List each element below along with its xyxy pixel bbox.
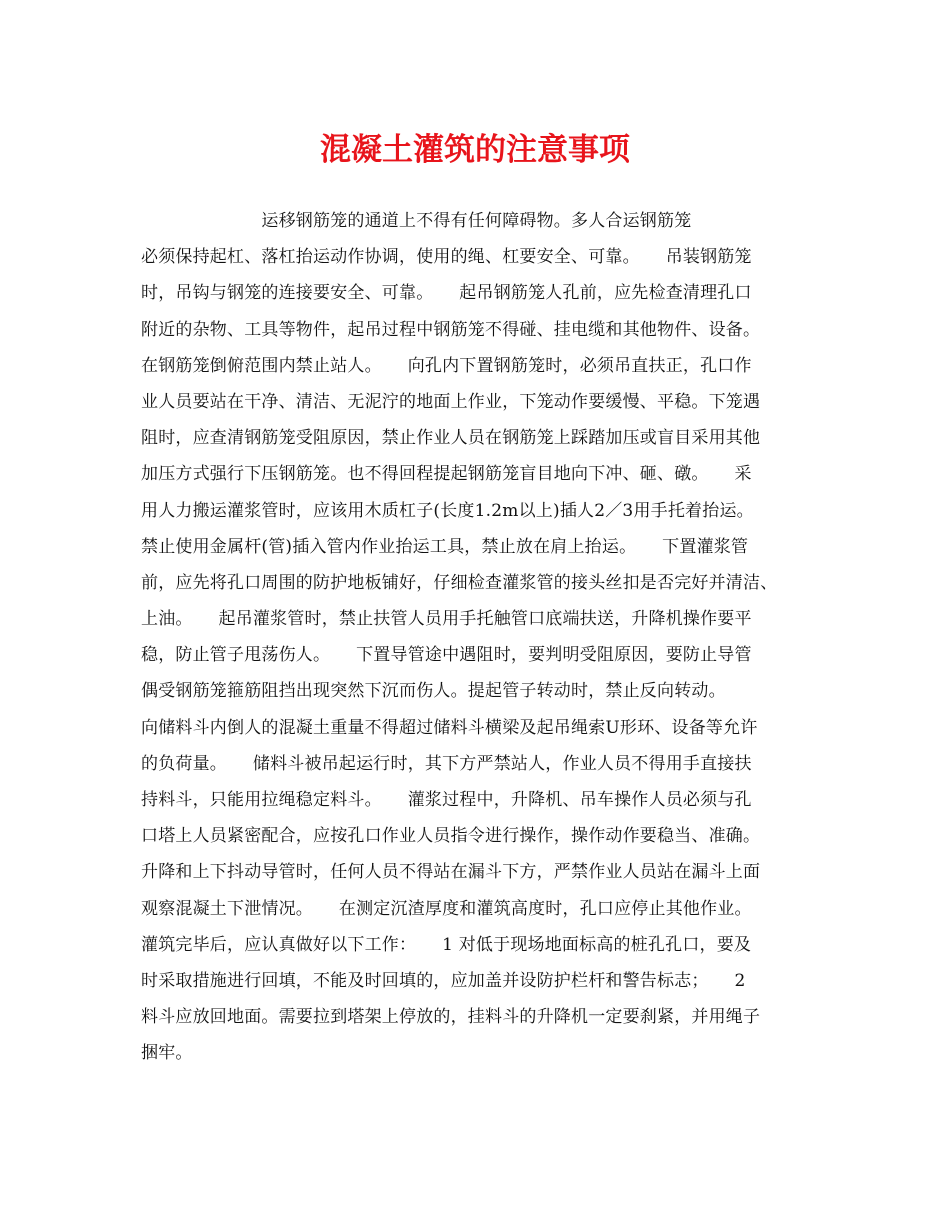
body-line: 用人力搬运灌浆管时，应该用木质杠子(长度1.2m以上)插人2／3用手托着抬运。 [141, 500, 754, 521]
body-line: 灌筑完毕后，应认真做好以下工作： 1 对低于现场地面标高的桩孔孔口，要及 [141, 934, 752, 955]
body-line: 偶受钢筋笼箍筋阻挡出现突然下沉而伤人。提起管子转动时，禁止反向转动。 [141, 681, 726, 702]
body-line: 升降和上下抖动导管时，任何人员不得站在漏斗下方，严禁作业人员站在漏斗上面 [141, 862, 761, 883]
body-line: 加压方式强行下压钢筋笼。也不得回程提起钢筋笼盲目地向下冲、砸、礅。 采 [141, 464, 752, 485]
body-line: 附近的杂物、工具等物件，起吊过程中钢筋笼不得碰、挂电缆和其他物件、设备。 [141, 319, 761, 340]
body-line: 业人员要站在干净、清洁、无泥泞的地面上作业，下笼动作要缓慢、平稳。下笼遇 [141, 391, 761, 412]
body-line: 禁止使用金属杆(管)插入管内作业抬运工具，禁止放在肩上抬运。 下置灌浆管 [141, 536, 749, 557]
document-title: 混凝土灌筑的注意事项 [320, 132, 630, 168]
body-line: 料斗应放回地面。需要拉到塔架上停放的，挂料斗的升降机一定要刹紧，并用绳子 [141, 1007, 761, 1028]
body-line: 稳，防止管子甩荡伤人。 下置导管途中遇阻时，要判明受阻原因，要防止导管 [141, 645, 752, 666]
body-line: 时采取措施进行回填，不能及时回填的，应加盖并设防护栏杆和警告标志； 2 [141, 970, 746, 991]
body-line: 口塔上人员紧密配合，应按孔口作业人员指令进行操作，操作动作要稳当、准确。 [141, 826, 761, 847]
body-line: 上油。 起吊灌浆管时，禁止扶管人员用手托触管口底端扶送，升降机操作要平 [141, 609, 752, 630]
body-line: 时，吊钩与钢笼的连接要安全、可靠。 起吊钢筋笼人孔前，应先检查清理孔口 [141, 283, 752, 304]
body-line: 向储料斗内倒人的混凝土重量不得超过储料斗横梁及起吊绳索U形环、设备等允许 [141, 717, 758, 738]
body-line: 捆牢。 [141, 1043, 193, 1064]
body-line: 观察混凝土下泄情况。 在测定沉渣厚度和灌筑高度时，孔口应停止其他作业。 [141, 898, 752, 919]
body-line: 的负荷量。 储料斗被吊起运行时，其下方严禁站人，作业人员不得用手直接扶 [141, 753, 752, 774]
body-line: 前，应先将孔口周围的防护地板铺好，仔细检查灌浆管的接头丝扣是否完好并清洁、 [141, 572, 778, 593]
body-line: 持料斗，只能用拉绳稳定料斗。 灌浆过程中，升降机、吊车操作人员必须与孔 [141, 790, 752, 810]
body-line: 阻时，应查清钢筋笼受阻原因，禁止作业人员在钢筋笼上踩踏加压或盲目采用其他 [141, 428, 761, 449]
body-line: 在钢筋笼倒俯范围内禁止站人。 向孔内下置钢筋笼时，必须吊直扶正，孔口作 [141, 355, 752, 376]
body-line: 运移钢筋笼的通道上不得有任何障碍物。多人合运钢筋笼 [141, 211, 692, 231]
document-body [141, 203, 811, 1072]
body-line: 必须保持起杠、落杠抬运动作协调，使用的绳、杠要安全、可靠。 吊装钢筋笼 [141, 247, 752, 268]
